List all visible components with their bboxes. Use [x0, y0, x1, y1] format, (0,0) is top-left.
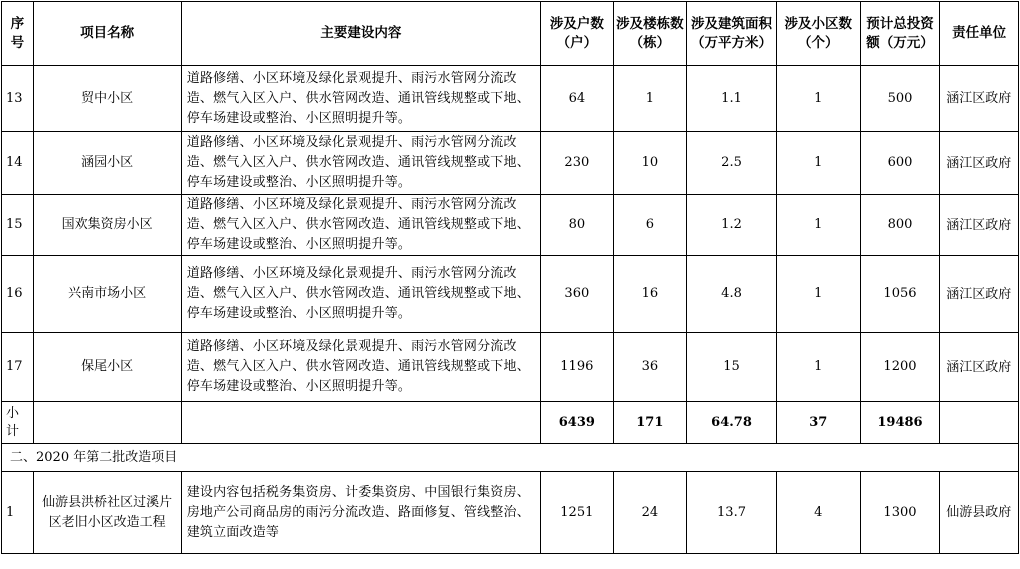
header-content: 主要建设内容: [181, 2, 540, 66]
cell-area: 2.5: [687, 132, 777, 195]
subtotal-row: [2, 402, 1019, 444]
cell-owner: 仙游县政府: [940, 472, 1019, 554]
table-row: [2, 333, 1019, 402]
subtotal-label: 小计: [2, 402, 34, 444]
cell-content: 道路修缮、小区环境及绿化景观提升、雨污水管网分流改造、燃气入区入户、供水管网改造、通讯管线规整或下地、停车场建设或整治、小区照明提升等。: [181, 256, 540, 333]
cell-households: 230: [541, 132, 613, 195]
cell-name: 兴南市场小区: [33, 256, 181, 333]
subtotal-buildings: 171: [613, 402, 687, 444]
cell-investment: 1300: [860, 472, 940, 554]
cell-seq: 17: [2, 333, 34, 402]
cell-investment: 500: [860, 66, 940, 132]
cell-area: 4.8: [687, 256, 777, 333]
header-households: 涉及户数（户）: [541, 2, 613, 66]
header-row: [2, 2, 1019, 66]
section-title: 二、2020 年第二批改造项目: [2, 444, 1019, 472]
cell-seq: 14: [2, 132, 34, 195]
cell-seq: 15: [2, 195, 34, 256]
cell-households: 1251: [541, 472, 613, 554]
cell-buildings: 10: [613, 132, 687, 195]
cell-communities: 1: [776, 66, 860, 132]
cell-name: 保尾小区: [33, 333, 181, 402]
subtotal-empty-owner: [940, 402, 1019, 444]
cell-area: 1.1: [687, 66, 777, 132]
cell-name: 涵园小区: [33, 132, 181, 195]
cell-households: 1196: [541, 333, 613, 402]
cell-name: 国欢集资房小区: [33, 195, 181, 256]
cell-households: 360: [541, 256, 613, 333]
cell-investment: 800: [860, 195, 940, 256]
cell-area: 13.7: [687, 472, 777, 554]
table-row: [2, 256, 1019, 333]
cell-investment: 1200: [860, 333, 940, 402]
cell-households: 80: [541, 195, 613, 256]
cell-communities: 4: [776, 472, 860, 554]
cell-name: 仙游县洪桥社区过溪片区老旧小区改造工程: [33, 472, 181, 554]
cell-content: 道路修缮、小区环境及绿化景观提升、雨污水管网分流改造、燃气入区入户、供水管网改造、通讯管线规整或下地、停车场建设或整治、小区照明提升等。: [181, 333, 540, 402]
cell-owner: 涵江区政府: [940, 132, 1019, 195]
cell-content: 道路修缮、小区环境及绿化景观提升、雨污水管网分流改造、燃气入区入户、供水管网改造、通讯管线规整或下地、停车场建设或整治、小区照明提升等。: [181, 195, 540, 256]
cell-communities: 1: [776, 132, 860, 195]
cell-buildings: 36: [613, 333, 687, 402]
header-name: 项目名称: [33, 2, 181, 66]
subtotal-investment: 19486: [860, 402, 940, 444]
project-table: [1, 1, 1019, 554]
cell-owner: 涵江区政府: [940, 256, 1019, 333]
header-buildings: 涉及楼栋数（栋）: [613, 2, 687, 66]
subtotal-area: 64.78: [687, 402, 777, 444]
header-communities: 涉及小区数（个）: [776, 2, 860, 66]
cell-area: 15: [687, 333, 777, 402]
cell-owner: 涵江区政府: [940, 66, 1019, 132]
cell-seq: 1: [2, 472, 34, 554]
header-owner: 责任单位: [940, 2, 1019, 66]
subtotal-empty-name: [33, 402, 181, 444]
cell-content: 道路修缮、小区环境及绿化景观提升、雨污水管网分流改造、燃气入区入户、供水管网改造、通讯管线规整或下地、停车场建设或整治、小区照明提升等。: [181, 132, 540, 195]
cell-investment: 600: [860, 132, 940, 195]
cell-communities: 1: [776, 333, 860, 402]
header-investment: 预计总投资额（万元）: [860, 2, 940, 66]
table-row: [2, 66, 1019, 132]
section-row: [2, 444, 1019, 472]
table-row: [2, 472, 1019, 554]
header-seq: 序号: [2, 2, 34, 66]
cell-owner: 涵江区政府: [940, 333, 1019, 402]
cell-communities: 1: [776, 195, 860, 256]
cell-communities: 1: [776, 256, 860, 333]
subtotal-households: 6439: [541, 402, 613, 444]
subtotal-empty-content: [181, 402, 540, 444]
cell-buildings: 16: [613, 256, 687, 333]
cell-buildings: 1: [613, 66, 687, 132]
cell-content: 道路修缮、小区环境及绿化景观提升、雨污水管网分流改造、燃气入区入户、供水管网改造、通讯管线规整或下地、停车场建设或整治、小区照明提升等。: [181, 66, 540, 132]
cell-buildings: 6: [613, 195, 687, 256]
cell-name: 贸中小区: [33, 66, 181, 132]
cell-investment: 1056: [860, 256, 940, 333]
cell-households: 64: [541, 66, 613, 132]
cell-seq: 13: [2, 66, 34, 132]
table-row: [2, 132, 1019, 195]
cell-owner: 涵江区政府: [940, 195, 1019, 256]
header-area: 涉及建筑面积（万平方米）: [687, 2, 777, 66]
cell-area: 1.2: [687, 195, 777, 256]
cell-seq: 16: [2, 256, 34, 333]
subtotal-communities: 37: [776, 402, 860, 444]
table-row: [2, 195, 1019, 256]
cell-content: 建设内容包括税务集资房、计委集资房、中国银行集资房、房地产公司商品房的雨污分流改造、路面修复、管线整治、建筑立面改造等: [181, 472, 540, 554]
cell-buildings: 24: [613, 472, 687, 554]
